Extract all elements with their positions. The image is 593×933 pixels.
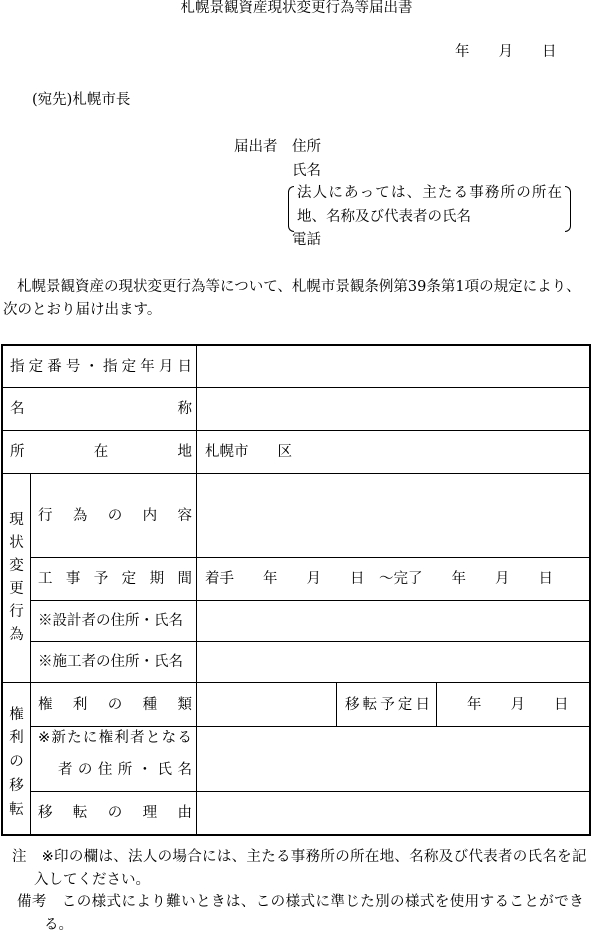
designation-label-char: 定 — [121, 358, 137, 375]
remarks-line-1-char: こ — [255, 894, 271, 910]
remarks-line-1-char: で — [554, 894, 569, 910]
transfer-date-label-char: 日 — [415, 696, 430, 713]
location-label-char: 所 — [10, 444, 25, 460]
act-content-value — [197, 474, 589, 558]
property-name-value — [197, 388, 589, 431]
remarks-line-1-char — [47, 894, 62, 910]
corporate-note-line-1-char: 所 — [500, 185, 516, 201]
transfer-reason-label-char: の — [107, 805, 123, 821]
location-label — [10, 444, 192, 460]
designation-label-char: 年 — [140, 358, 155, 375]
designation-label-char: 指 — [10, 358, 25, 375]
remarks-line-2: る。 — [44, 917, 73, 933]
new-holder-label-line-2-char: 住 — [97, 762, 113, 778]
note-line-1-char — [27, 849, 42, 865]
construction-period-label-char: 期 — [149, 571, 165, 587]
designation-label-char: 日 — [177, 358, 192, 375]
remarks-line-1-char: 考 — [31, 894, 47, 910]
remarks-line-1-char: た — [360, 894, 375, 910]
right-type-label-char: 種 — [142, 696, 158, 713]
remarks-line-1-char: こ — [509, 894, 524, 910]
remarks-line-1-char: 様 — [285, 894, 301, 910]
construction-period-value-cell — [197, 558, 589, 601]
property-name-label — [10, 401, 192, 417]
new-holder-label-line-1-char: 権 — [98, 730, 114, 746]
note-line-1-char: 合 — [187, 849, 202, 865]
remarks-line-1-char: り — [151, 894, 166, 910]
new-holder-label-line-1-char: と — [145, 730, 161, 746]
remarks-line-1-char: が — [539, 894, 554, 910]
remarks-line-1-char: の — [76, 894, 92, 910]
alteration-group-label-char: 現 — [9, 512, 24, 528]
designer-label: ※設計者の住所・氏名 — [38, 613, 183, 629]
corporate-note-line-1-char: 在 — [547, 185, 562, 201]
transfer-group-label — [9, 708, 24, 818]
bracket-left — [288, 186, 294, 232]
new-holder-label-line-1-char: 新 — [51, 730, 66, 746]
corporate-note-line-1-char: て — [375, 185, 390, 201]
location-label-char: 地 — [177, 444, 192, 460]
designation-label-char: 指 — [103, 358, 118, 375]
name-label-cell — [3, 388, 197, 431]
corporate-note-line-1-char: の — [516, 185, 531, 201]
designation-label — [10, 359, 192, 375]
statement-line-1: 札幌景観資産の現状変更行為等について、札幌市景観条例第39条第1項の規定により、 — [17, 279, 581, 295]
note-line-1-char: 印 — [54, 849, 69, 865]
corporate-note-line-1-char: っ — [359, 185, 375, 201]
corporate-note-line-1-char: あ — [343, 185, 359, 201]
new-holder-label-line-2-char: の — [77, 762, 93, 778]
alteration-group-label-char: 変 — [9, 558, 24, 574]
note-line-1-char: の — [157, 849, 173, 865]
note-line-1-char: 氏 — [527, 849, 543, 865]
alteration-group-label-char: 為 — [9, 627, 24, 643]
new-holder-label-line-1-char: ※ — [38, 730, 51, 746]
note-line-1-char: 主 — [246, 849, 261, 865]
alteration-group-label-char: 行 — [9, 604, 24, 620]
designation-label-cell — [3, 346, 197, 388]
construction-period-label — [38, 571, 192, 587]
remarks-line-1-char: す — [479, 894, 495, 910]
note-line-1-char: 所 — [349, 849, 365, 865]
contractor-label-cell — [31, 642, 197, 683]
remarks-line-1-char: 式 — [106, 894, 122, 910]
name-label: 氏名 — [292, 163, 321, 179]
remarks-line-1-char: よ — [136, 894, 151, 910]
corporate-note-line-1-char: 主 — [422, 185, 437, 201]
note-line-1-char: 場 — [172, 849, 187, 865]
note-line-1-char: は — [98, 849, 113, 865]
right-type-label-char: 類 — [177, 696, 192, 713]
remarks-line-1-char: 難 — [166, 894, 181, 910]
corporate-note-line-1-char: 法 — [297, 185, 312, 201]
transfer-date-label-cell — [337, 683, 437, 727]
remarks-line-1-char: 式 — [300, 894, 316, 910]
transfer-reason-label-cell — [31, 792, 197, 834]
location-value: 札幌市 区 — [205, 444, 292, 460]
corporate-note-line-1-char: た — [437, 185, 453, 201]
transfer-group-label-char: 転 — [9, 801, 24, 818]
remarks-line-1-char: 様 — [91, 894, 107, 910]
note-line-1-char: 法 — [128, 849, 143, 865]
statement-line-2: 次のとおり届け出ます。 — [3, 302, 162, 318]
new-holder-label-line-2-char: 所 — [117, 762, 133, 778]
corporate-note-line-1-char: に — [328, 185, 343, 201]
act-content-label-char: 容 — [177, 507, 192, 524]
note-line-1-char: を — [557, 849, 572, 865]
property-name-label-char: 名 — [10, 401, 25, 417]
construction-period-label-char: 予 — [93, 571, 109, 587]
designation-label-char: 号 — [65, 358, 81, 375]
corporate-note-line-2: 地、名称及び代表者の氏名 — [297, 209, 471, 225]
construction-period-label-char: 定 — [121, 571, 137, 587]
construction-period-label-char: 事 — [65, 571, 81, 587]
right-type-label — [38, 697, 192, 713]
transfer-group-cell — [3, 683, 31, 834]
transfer-date-value: 年 月 日 — [467, 696, 569, 713]
note-line-1-char: の — [68, 849, 84, 865]
note-line-2: 入してください。 — [34, 872, 150, 888]
new-holder-label-line-2-char: 者 — [58, 762, 73, 778]
note-line-1-char: た — [261, 849, 276, 865]
alteration-group-label-char: 更 — [9, 581, 24, 597]
location-label-char: 在 — [93, 444, 109, 460]
act-content-label-char: 行 — [38, 507, 53, 524]
transfer-date-label-char: 転 — [362, 696, 378, 713]
contractor-label: ※施工者の住所・氏名 — [38, 654, 183, 670]
remarks-line-1-char: じ — [345, 894, 360, 910]
new-holder-label-line-1-char: な — [161, 730, 177, 746]
act-content-label-char: の — [107, 507, 123, 524]
location-label-cell — [3, 431, 197, 474]
note-line-1-char: 事 — [290, 849, 306, 865]
transfer-reason-label — [38, 805, 192, 821]
note-line-1-char: 者 — [497, 849, 513, 865]
designation-label-char: 定 — [28, 358, 44, 375]
note-line-1-char: 注 — [12, 849, 27, 865]
remarks-line-1-char: る — [494, 894, 509, 910]
designation-label-char: ・ — [84, 358, 99, 375]
phone-label: 電話 — [292, 232, 321, 248]
act-content-label-char: 為 — [72, 507, 88, 524]
addressee: (宛先)札幌市長 — [32, 92, 131, 108]
note-line-1-char: る — [276, 849, 291, 865]
transfer-date-value-cell — [437, 683, 589, 727]
transfer-date-label-char: 予 — [380, 696, 395, 713]
transfer-group-label-char: 利 — [9, 730, 24, 747]
remarks-line-1-char: き — [210, 894, 226, 910]
new-holder-label-line-1-char: た — [67, 730, 82, 746]
note-line-1-char: ※ — [41, 849, 54, 865]
corporate-note-line-1-char: 務 — [484, 185, 500, 201]
note-line-1 — [12, 849, 587, 865]
remarks-line-1-char: こ — [61, 894, 77, 910]
note-line-1-char: 、 — [113, 849, 128, 865]
location-value-cell — [197, 431, 589, 474]
new-holder-label-line-1-char: 者 — [130, 730, 145, 746]
note-line-1-char: 在 — [364, 849, 380, 865]
note-line-1-char: の — [335, 849, 350, 865]
designer-value — [197, 601, 589, 642]
remarks-line-1-char: に — [121, 894, 136, 910]
corporate-note-line-1 — [297, 185, 562, 201]
new-holder-label-line-1-char: 利 — [114, 730, 129, 746]
submission-date: 年 月 日 — [455, 44, 557, 60]
note-line-1-char: 、 — [231, 849, 247, 865]
construction-period-label-cell — [31, 558, 197, 601]
remarks-line-1-char: 用 — [464, 894, 480, 910]
note-line-1-char: 地 — [379, 849, 395, 865]
corporate-note-line-1-char: 事 — [469, 185, 484, 201]
bracket-right — [565, 186, 571, 232]
corporate-note-line-1-char: る — [453, 185, 469, 201]
transfer-group-label-char: の — [9, 754, 24, 770]
corporate-note-line-1-char: は — [390, 185, 406, 201]
corporate-note-line-1-char: 人 — [312, 185, 328, 201]
note-line-1-char: 務 — [305, 849, 321, 865]
right-type-label-char: の — [107, 696, 123, 713]
right-type-label-cell — [31, 683, 197, 727]
remarks-line-1-char: は — [225, 894, 241, 910]
new-holder-label-cell — [31, 727, 197, 792]
remarks-line-1-char: き — [569, 894, 584, 910]
right-type-label-char: 利 — [72, 696, 88, 713]
new-holder-label-line-1-char: に — [82, 730, 98, 746]
act-content-label — [38, 508, 192, 524]
remarks-line-1-char: い — [181, 894, 196, 910]
remarks-line-1-char: 使 — [449, 894, 465, 910]
note-line-1-char: 名 — [409, 849, 424, 865]
note-line-1-char: 記 — [571, 849, 587, 865]
note-line-1-char: 欄 — [83, 849, 99, 865]
property-name-label-char: 称 — [177, 401, 192, 417]
new-holder-label-line-2-char: ・ — [137, 762, 153, 778]
remarks-line-1-char: と — [524, 894, 539, 910]
new-holder-label-line-2-char: 名 — [177, 762, 192, 778]
designation-label-char: 月 — [158, 358, 174, 375]
note-line-1-char: 、 — [394, 849, 409, 865]
note-line-1-char: 称 — [423, 849, 439, 865]
note-line-1-char: 所 — [320, 849, 335, 865]
note-line-1-char: は — [216, 849, 232, 865]
remarks-line-1-char: を — [434, 894, 450, 910]
form-table — [1, 344, 591, 836]
note-line-1-char: 人 — [142, 849, 158, 865]
new-holder-label-line-1-char: る — [177, 730, 192, 746]
transfer-reason-label-char: 由 — [177, 805, 192, 821]
alteration-group-cell — [3, 474, 31, 683]
remarks-line-1-char: の — [390, 894, 405, 910]
transfer-reason-label-char: 移 — [38, 805, 53, 821]
remarks-line-1-char: 様 — [404, 894, 420, 910]
corporate-note-line-1-char: 、 — [406, 185, 422, 201]
act-content-label-cell — [31, 474, 197, 558]
remarks-line-1 — [17, 894, 584, 910]
remarks-line-1-char: 準 — [330, 894, 345, 910]
address-label: 住所 — [292, 139, 321, 155]
note-line-1-char: 表 — [483, 849, 498, 865]
transfer-group-label-char: 権 — [9, 706, 24, 723]
alteration-group-label — [9, 513, 24, 643]
construction-period-label-char: 間 — [177, 571, 192, 587]
transfer-date-label-char: 定 — [397, 696, 413, 713]
note-line-1-char: 代 — [468, 849, 483, 865]
transfer-date-label-char: 移 — [345, 696, 360, 713]
note-line-1-char: の — [512, 849, 528, 865]
remarks-line-1-char: 備 — [17, 894, 32, 910]
contractor-value — [197, 642, 589, 683]
construction-period-value: 着手 年 月 日 ～完了 年 月 日 — [205, 571, 553, 587]
corporate-note-line-1-char: 所 — [531, 185, 547, 201]
remarks-line-1-char: 式 — [419, 894, 435, 910]
new-holder-value — [197, 727, 589, 792]
act-content-label-char: 内 — [142, 507, 158, 524]
new-holder-label-line-1 — [38, 727, 192, 759]
remarks-line-1-char: 別 — [375, 894, 390, 910]
note-line-1-char: に — [202, 849, 217, 865]
designation-value — [197, 346, 589, 388]
document-title: 札幌景観資産現状変更行為等届出書 — [180, 0, 413, 16]
new-holder-label-line-2-char: 氏 — [157, 762, 173, 778]
remarks-line-1-char: 、 — [240, 894, 256, 910]
remarks-line-1-char: と — [196, 894, 211, 910]
applicant-label: 届出者 — [234, 139, 278, 155]
note-line-1-char: 及 — [438, 849, 454, 865]
designation-label-char: 番 — [47, 358, 62, 375]
right-type-label-char: 権 — [38, 696, 53, 713]
transfer-group-label-char: 移 — [9, 777, 24, 794]
new-holder-label-line-2 — [58, 759, 192, 791]
transfer-reason-label-char: 理 — [142, 805, 158, 821]
transfer-date-label — [345, 697, 430, 713]
transfer-reason-label-char: 転 — [72, 805, 88, 821]
remarks-line-1-char: の — [270, 894, 286, 910]
remarks-line-1-char: に — [315, 894, 330, 910]
designer-label-cell — [31, 601, 197, 642]
note-line-1-char: び — [453, 849, 469, 865]
construction-period-label-char: 工 — [38, 571, 53, 587]
transfer-reason-value — [197, 792, 589, 834]
note-line-1-char: 名 — [542, 849, 557, 865]
right-type-value — [197, 683, 337, 727]
alteration-group-label-char: 状 — [9, 535, 24, 551]
